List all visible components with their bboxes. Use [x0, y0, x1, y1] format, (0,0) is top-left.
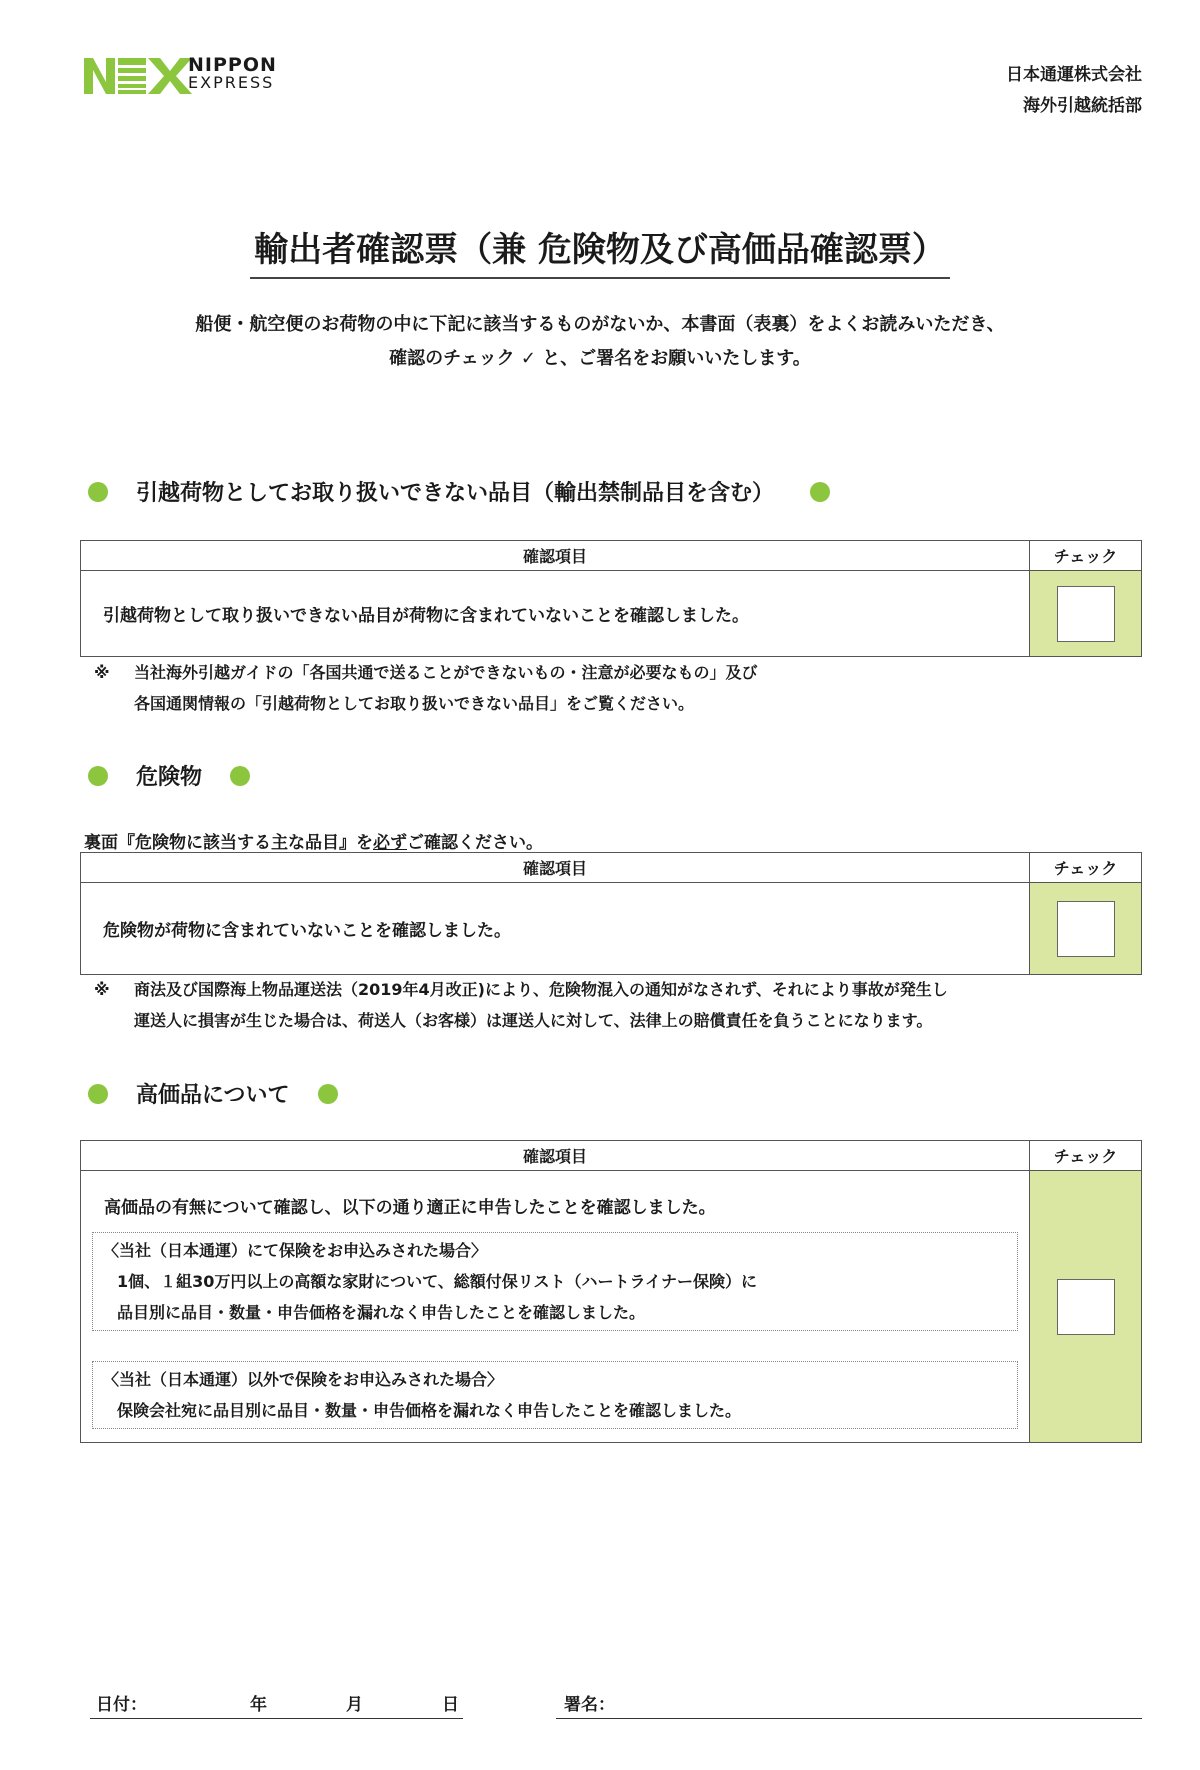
green-dot-icon — [318, 1084, 338, 1104]
green-dot-icon — [88, 482, 108, 502]
case-box-other-insurance — [92, 1361, 1018, 1429]
signature-field-line[interactable] — [556, 1718, 1142, 1719]
case2-title: 〈当社（日本通運）以外で保険をお申込みされた場合〉 — [103, 1370, 504, 1389]
green-dot-icon — [88, 766, 108, 786]
signature-label: 署名： — [564, 1695, 615, 1715]
section-heading-prohibited — [88, 476, 830, 507]
checkbox-dangerous[interactable] — [1057, 901, 1115, 957]
section-heading-text: 高価品について — [136, 1083, 290, 1108]
section-heading-text: 引越荷物としてお取り扱いできない品目（輸出禁制品目を含む） — [136, 481, 775, 506]
green-dot-icon — [88, 1084, 108, 1104]
checkbox-prohibited[interactable] — [1057, 586, 1115, 642]
section-heading-text: 危険物 — [136, 765, 203, 790]
col-header-check: チェック — [1030, 541, 1142, 571]
logo-line1: NIPPON — [188, 54, 277, 76]
case1-title: 〈当社（日本通運）にて保険をお申込みされた場合〉 — [103, 1241, 488, 1260]
check-cell — [1030, 571, 1142, 657]
date-label: 日付： — [96, 1695, 147, 1715]
date-day-label: 日 — [442, 1695, 459, 1715]
note-line1: 当社海外引越ガイドの「各国共通で送ることができないもの・注意が必要なもの」及び — [134, 663, 758, 682]
note-line2: 運送人に損害が生じた場合は、荷送人（お客様）は運送人に対して、法律上の賠償責任を負うことになります。 — [134, 1011, 933, 1030]
col-header-item: 確認項目 — [81, 1141, 1030, 1171]
page-title-text: 輸出者確認票（兼 危険物及び高価品確認票） — [250, 222, 950, 279]
checkbox-valuables[interactable] — [1057, 1279, 1115, 1335]
note-mark: ※ — [94, 663, 110, 682]
col-header-item: 確認項目 — [81, 541, 1030, 571]
valuables-content — [81, 1171, 1030, 1443]
green-dot-icon — [230, 766, 250, 786]
check-table-dangerous — [80, 852, 1142, 975]
company-name: 日本通運株式会社 — [1006, 65, 1142, 85]
date-year-label: 年 — [250, 1695, 267, 1715]
page-title — [0, 222, 1200, 279]
col-header-check: チェック — [1030, 1141, 1142, 1171]
logo-line2: EXPRESS — [188, 73, 275, 92]
col-header-check: チェック — [1030, 853, 1142, 883]
check-table-valuables — [80, 1140, 1142, 1443]
section-heading-dangerous — [88, 760, 250, 791]
instruction-emphasis: 必ず — [373, 833, 407, 853]
check-item-text: 危険物が荷物に含まれていないことを確認しました。 — [81, 883, 1030, 975]
note-prohibited — [94, 657, 758, 719]
note-line2: 各国通関情報の「引越荷物としてお取り扱いできない品目」をご覧ください。 — [134, 694, 695, 713]
section-heading-valuables — [88, 1078, 338, 1109]
green-dot-icon — [810, 482, 830, 502]
intro-line1: 船便・航空便のお荷物の中に下記に該当するものがないか、本書面（表裏）をよくお読みいただき、 — [195, 314, 1005, 335]
case2-line1: 保険会社宛に品目別に品目・数量・申告価格を漏れなく申告したことを確認しました。 — [117, 1401, 742, 1420]
date-month-label: 月 — [346, 1695, 363, 1715]
logo-wordmark — [188, 56, 277, 92]
dangerous-instruction — [84, 828, 543, 853]
intro-text — [0, 308, 1200, 376]
note-mark: ※ — [94, 980, 110, 999]
col-header-item: 確認項目 — [81, 853, 1030, 883]
date-field-line[interactable] — [90, 1718, 463, 1719]
check-cell — [1030, 883, 1142, 975]
note-line1: 商法及び国際海上物品運送法（2019年4月改正)により、危険物混入の通知がなされず、それにより事故が発生し — [134, 980, 948, 999]
check-cell — [1030, 1171, 1142, 1443]
company-block — [1006, 60, 1142, 122]
check-item-text: 引越荷物として取り扱いできない品目が荷物に含まれていないことを確認しました。 — [81, 571, 1030, 657]
instruction-part-c: ご確認ください。 — [407, 833, 543, 853]
check-table-prohibited — [80, 540, 1142, 657]
case1-line2: 品目別に品目・数量・申告価格を漏れなく申告したことを確認しました。 — [117, 1303, 646, 1322]
note-dangerous — [94, 974, 948, 1036]
instruction-part-a: 裏面『危険物に該当する主な品目』を — [84, 833, 373, 853]
department-name: 海外引越統括部 — [1023, 96, 1142, 116]
case-box-nittsu-insurance — [92, 1232, 1018, 1331]
intro-line2: 確認のチェック ✓ と、ご署名をお願いいたします。 — [389, 348, 811, 369]
case1-line1: 1個、１組30万円以上の高額な家財について、総額付保リスト（ハートライナー保険）に — [117, 1272, 757, 1291]
check-item-text: 高価品の有無について確認し、以下の通り適正に申告したことを確認しました。 — [104, 1198, 716, 1218]
